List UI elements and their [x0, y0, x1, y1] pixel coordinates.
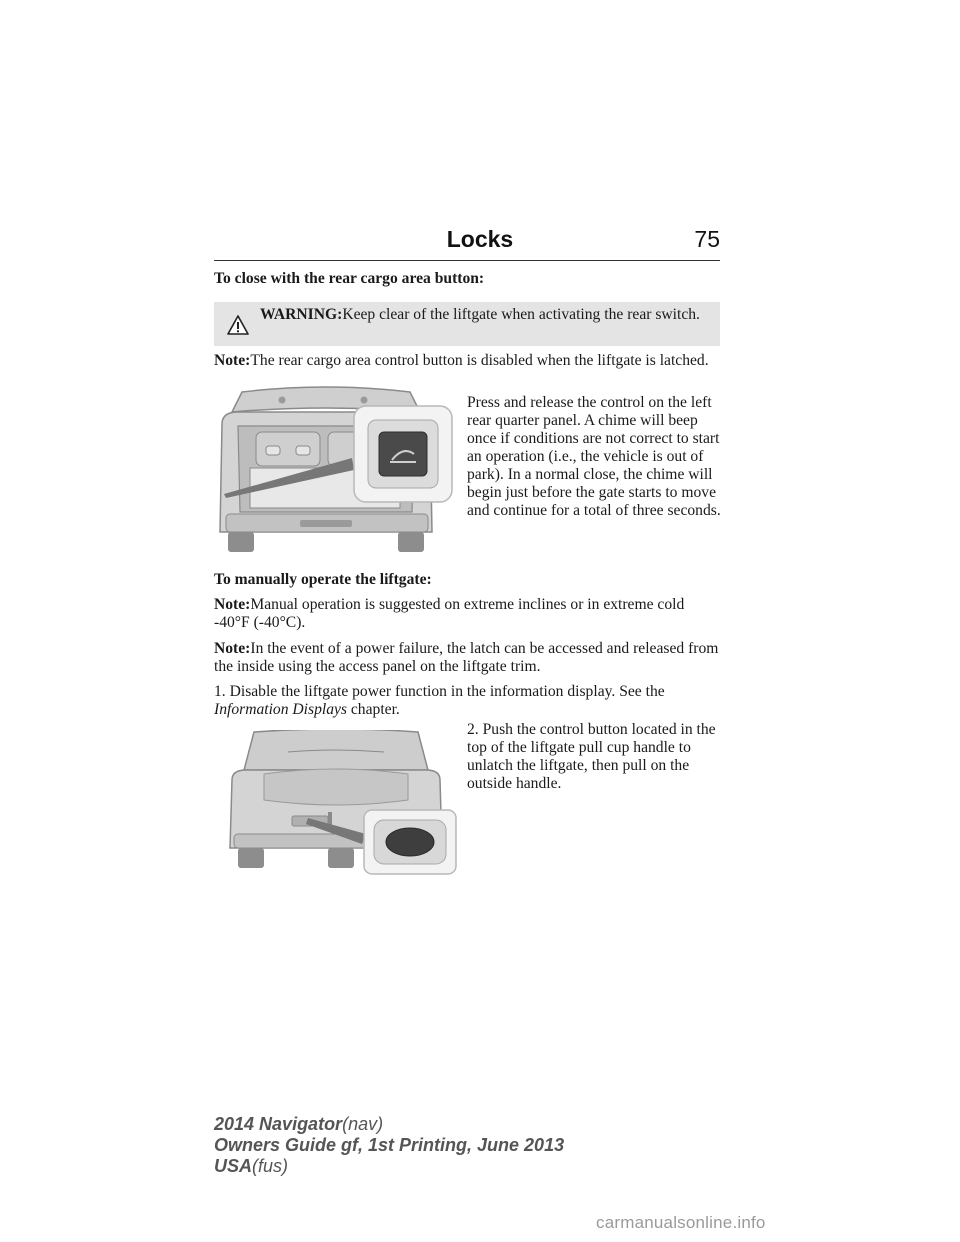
note-manual-operation: [214, 596, 720, 632]
note-power-failure: [214, 640, 720, 676]
warning-icon: [227, 315, 249, 335]
footer-model-line: [214, 1114, 383, 1134]
footer-model-code: (nav): [342, 1114, 384, 1134]
step-1: [214, 683, 720, 719]
note-text: Manual operation is suggested on extreme inclines or in extreme cold -40°F (-40°C).: [214, 596, 685, 631]
footer-market-code: (fus): [252, 1156, 289, 1176]
note-label: Note:: [214, 596, 251, 613]
step-1-suffix: chapter.: [346, 701, 400, 718]
warning-label: WARNING:: [260, 306, 343, 323]
footer-guide-line: [214, 1135, 564, 1155]
note-text: The rear cargo area control button is disabled when the liftgate is latched.: [250, 352, 709, 369]
section-heading-rear-button: To close with the rear cargo area button:: [214, 270, 485, 287]
watermark: carmanualsonline.info: [596, 1213, 766, 1232]
section-heading-manual: To manually operate the liftgate:: [214, 571, 432, 588]
warning-body: Keep clear of the liftgate when activating the rear switch.: [342, 306, 700, 323]
note-label: Note:: [214, 640, 251, 657]
footer-guide: Owners Guide gf, 1st Printing, June 2013: [214, 1135, 565, 1155]
header-rule: [214, 260, 720, 261]
footer-model: 2014 Navigator: [214, 1114, 343, 1134]
note-label: Note:: [214, 352, 251, 369]
page-number: 75: [694, 226, 720, 252]
liftgate-handle-illustration: [224, 730, 458, 876]
footer-market-line: [214, 1156, 288, 1176]
close-instructions-paragraph: Press and release the control on the left rear quarter panel. A chime will beep once if conditions are not correct to start an operation (i.e., the vehicle is out of park). In a normal close, the chime will begin just before the gate starts to move and continue for a total of three seconds.: [467, 394, 721, 519]
step-2: 2. Push the control button located in the top of the liftgate pull cup handle to unlatch the liftgate, then pull on the outside handle.: [467, 721, 716, 792]
page-title: Locks: [446, 226, 514, 252]
step-1-text: 1. Disable the liftgate power function in the information display. See the: [214, 683, 665, 700]
liftgate-open-illustration: [214, 384, 458, 554]
information-displays-reference: Information Displays: [214, 701, 347, 718]
footer-market: USA: [214, 1156, 253, 1176]
note-text: In the event of a power failure, the latch can be accessed and released from the inside using the access panel on the liftgate trim.: [214, 640, 719, 675]
warning-text: [260, 306, 710, 324]
note-disabled-when-latched: [214, 352, 720, 370]
